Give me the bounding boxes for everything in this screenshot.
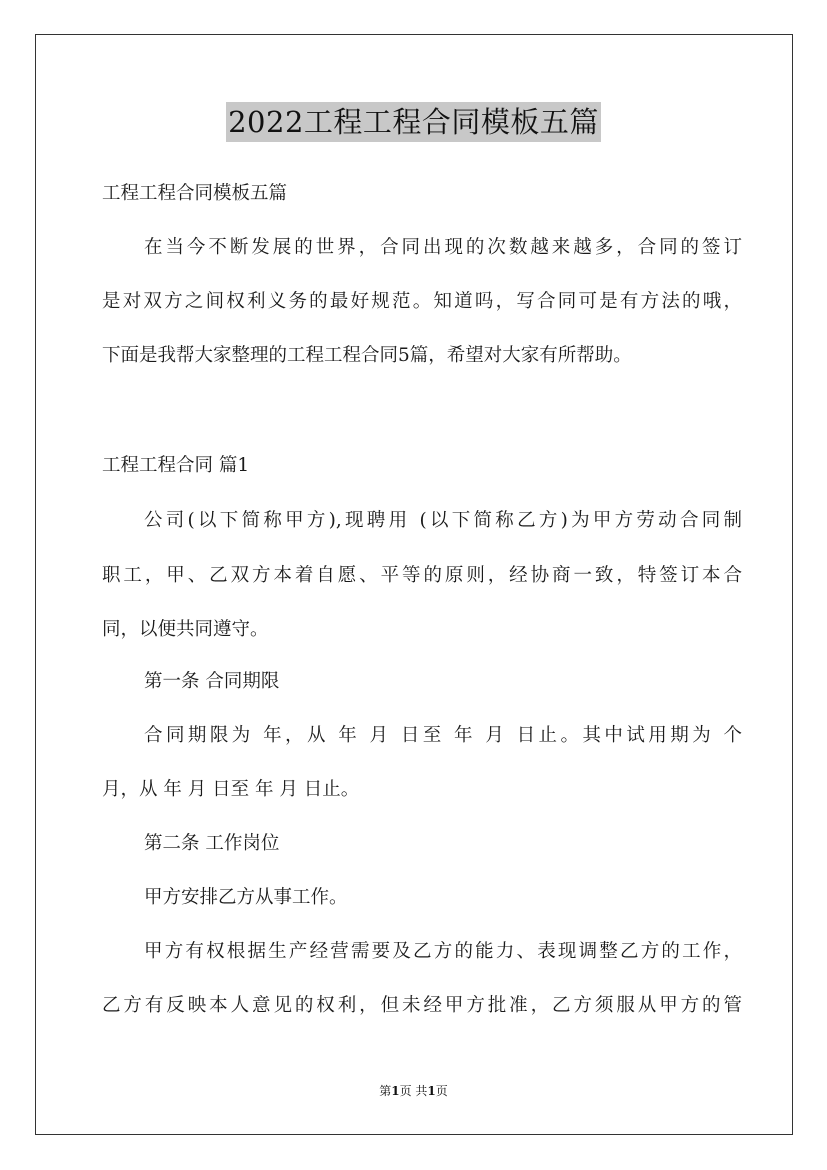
document-title: 2022工程工程合同模板五篇 bbox=[226, 102, 601, 142]
section-heading: 工程工程合同模板五篇 bbox=[102, 183, 288, 204]
footer-page-mid: 页 共 bbox=[399, 1084, 428, 1098]
footer-page-total: 1 bbox=[427, 1084, 436, 1098]
paragraph-line: 月，从 年 月 日至 年 月 日止。 bbox=[102, 779, 360, 800]
paragraph-line: 在当今不断发展的世界，合同出现的次数越来越多，合同的签订 bbox=[144, 237, 742, 258]
title-container bbox=[0, 102, 827, 142]
paragraph-line: 是对双方之间权利义务的最好规范。知道吗，写合同可是有方法的哦， bbox=[102, 291, 742, 312]
paragraph-line: 甲方有权根据生产经营需要及乙方的能力、表现调整乙方的工作， bbox=[144, 941, 742, 962]
paragraph-line: 下面是我帮大家整理的工程工程合同5篇，希望对大家有所帮助。 bbox=[102, 345, 632, 366]
page-footer bbox=[0, 1083, 827, 1099]
clause-heading: 第一条 合同期限 bbox=[144, 671, 280, 692]
paragraph-line: 合同期限为 年，从 年 月 日至 年 月 日止。其中试用期为 个 bbox=[144, 725, 742, 746]
paragraph-line: 公司(以下简称甲方),现聘用 (以下简称乙方)为甲方劳动合同制 bbox=[144, 510, 742, 531]
chapter-heading: 工程工程合同 篇1 bbox=[102, 455, 250, 476]
paragraph-line: 乙方有反映本人意见的权利，但未经甲方批准，乙方须服从甲方的管 bbox=[102, 995, 742, 1016]
clause-heading: 第二条 工作岗位 bbox=[144, 833, 280, 854]
footer-page-prefix: 第 bbox=[379, 1084, 392, 1098]
footer-page-current: 1 bbox=[391, 1084, 400, 1098]
paragraph-line: 职工，甲、乙双方本着自愿、平等的原则，经协商一致，特签订本合 bbox=[102, 565, 742, 586]
footer-page-suffix: 页 bbox=[435, 1084, 448, 1098]
paragraph-line: 同，以便共同遵守。 bbox=[102, 619, 269, 640]
paragraph-line: 甲方安排乙方从事工作。 bbox=[144, 887, 348, 908]
